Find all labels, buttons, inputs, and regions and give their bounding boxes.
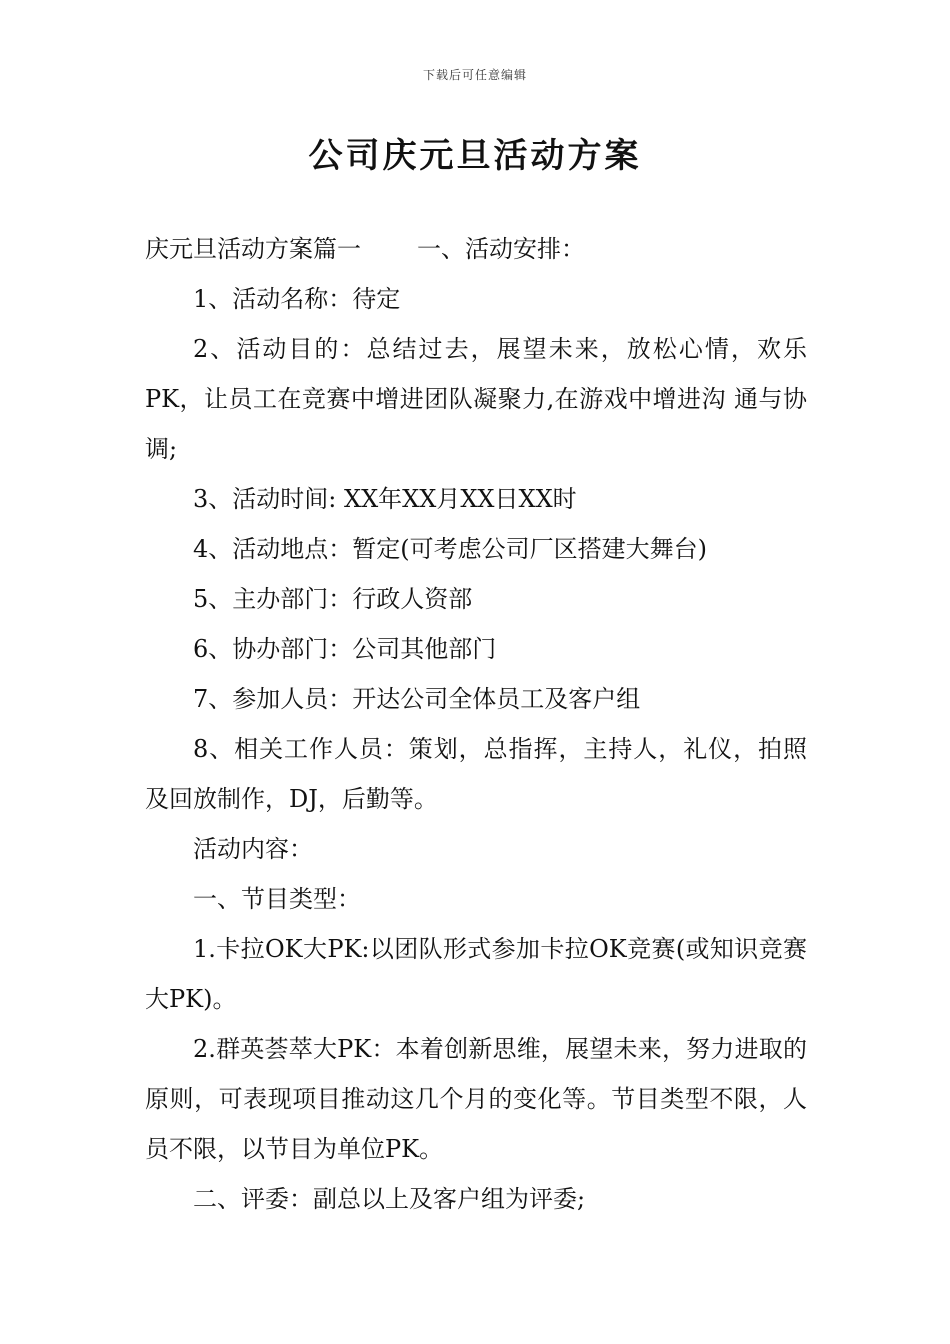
paragraph-activity-name: 1、活动名称：待定 <box>193 285 401 313</box>
paragraph-activity-purpose: 2、活动目的：总结过去，展望未来，放松心情，欢乐PK，让员工在竞赛中增进团队凝聚力,在游戏中增进沟 通与协调; <box>145 335 807 463</box>
paragraph-judges: 二、评委：副总以上及客户组为评委; <box>193 1185 586 1213</box>
document-body <box>145 224 807 1224</box>
paragraph-co-organizer: 6、协办部门：公司其他部门 <box>193 635 497 663</box>
paragraph-staff: 8、相关工作人员：策划，总指挥，主持人，礼仪，拍照及回放制作，DJ，后勤等。 <box>145 735 807 813</box>
section-intro-line <box>145 224 807 274</box>
header-note: 下载后可任意编辑 <box>422 68 527 82</box>
paragraph-activity-content: 活动内容： <box>193 835 313 863</box>
section-intro: 庆元旦活动方案篇一 <box>145 235 361 263</box>
paragraph-activity-location: 4、活动地点：暂定(可考虑公司厂区搭建大舞台) <box>193 535 707 563</box>
paragraph-program-types: 一、节目类型： <box>193 885 361 913</box>
paragraph-activity-time: 3、活动时间: XX年XX月XX日XX时 <box>193 485 577 513</box>
paragraph-talent-pk: 2.群英荟萃大PK：本着创新思维，展望未来，努力进取的原则，可表现项目推动这几个月的变化等。节目类型不限，人员不限，以节目为单位PK。 <box>145 1035 807 1163</box>
paragraph-karaoke-pk: 1.卡拉OK大PK:以团队形式参加卡拉OK竞赛(或知识竞赛大PK)。 <box>145 935 807 1013</box>
section-heading: 一、活动安排： <box>417 235 585 263</box>
paragraph-host-department: 5、主办部门：行政人资部 <box>193 585 473 613</box>
document-title: 公司庆元旦活动方案 <box>308 136 642 176</box>
paragraph-participants: 7、参加人员：开达公司全体员工及客户组 <box>193 685 641 713</box>
